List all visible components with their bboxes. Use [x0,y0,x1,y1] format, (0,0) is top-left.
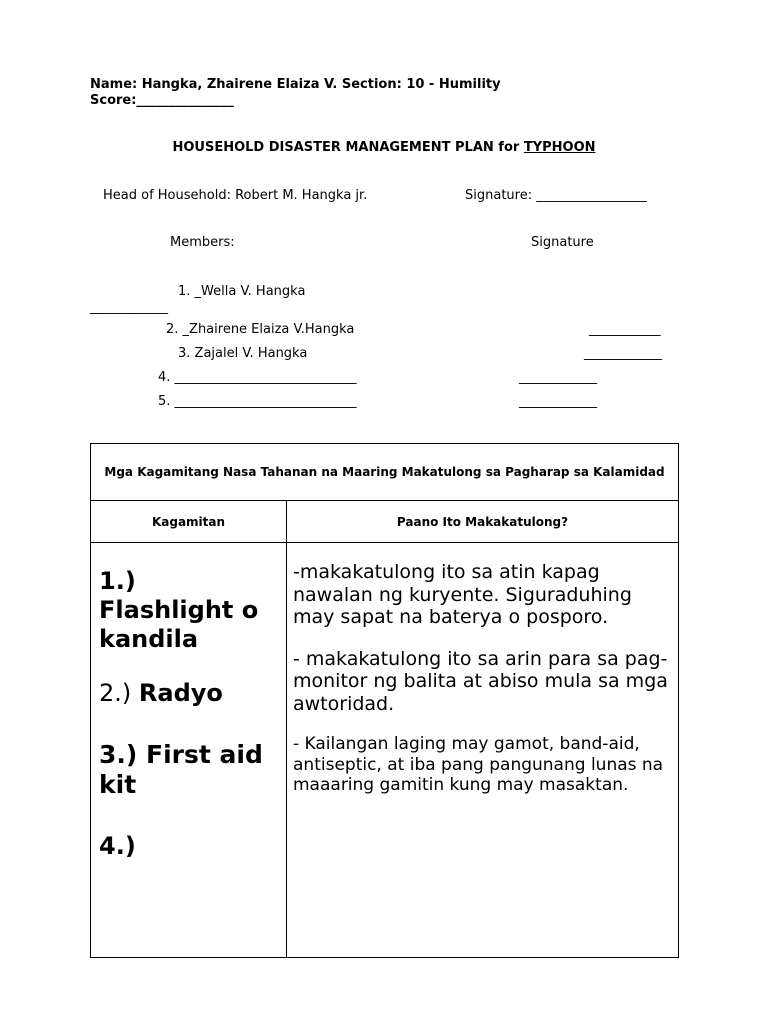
member-4-signature: ____________ [519,370,597,385]
item-radio [99,679,286,708]
member-3-signature: ____________ [584,346,662,361]
help-cell [287,543,679,958]
member-5-signature: ____________ [519,394,597,409]
member-1-signature: ____________ [90,300,168,315]
help-radio: - makakatulong ito sa arin para sa pag-monitor ng balita at abiso mula sa mga awtoridad. [293,647,668,715]
document-title [0,140,768,156]
help-flashlight: -makakatulong ito sa atin kapag nawalan ng kuryente. Siguraduhing may sapat na baterya o posporo. [293,561,632,628]
item-flashlight: 1.) Flashlight o kandila [99,567,259,653]
item-radio-number: 2.) [99,679,139,707]
head-signature-line: Signature: _________________ [465,188,647,203]
item-radio-name: Radyo [138,679,223,707]
column-header-items: Kagamitan [91,501,287,543]
title-prefix: HOUSEHOLD DISASTER MANAGEMENT PLAN for [172,140,524,155]
item-four: 4.) [99,832,136,860]
members-signature-label: Signature [531,235,594,250]
member-4-name: 4. ____________________________ [158,370,357,385]
title-hazard: TYPHOON [523,140,596,155]
student-name-section: Name: Hangka, Zhairene Elaiza V. Section: 10 - Humility [90,77,501,92]
table-caption: Mga Kagamitang Nasa Tahanan na Maaring Makatulong sa Pagharap sa Kalamidad [91,444,679,501]
member-2-name: 2. _Zhairene Elaiza V.Hangka [166,322,355,337]
item-first-aid-kit: 3.) First aid kit [99,740,263,799]
help-first-aid-kit: - Kailangan laging may gamot, band-aid, antiseptic, at iba pang pangunang lunas na maaaring gamitin kung may masaktan. [293,734,664,795]
member-5-name: 5. ____________________________ [158,394,357,409]
household-items-table [90,443,679,958]
member-1-name: 1. _Wella V. Hangka [178,284,306,299]
head-of-household: Head of Household: Robert M. Hangka jr. [103,188,368,203]
column-header-how-it-helps: Paano Ito Makakatulong? [287,501,679,543]
member-3-name: 3. Zajalel V. Hangka [178,346,308,361]
member-2-signature: ___________ [589,322,661,337]
members-label: Members: [170,235,235,250]
items-cell [91,543,287,958]
score-line: Score:_______________ [90,93,234,108]
